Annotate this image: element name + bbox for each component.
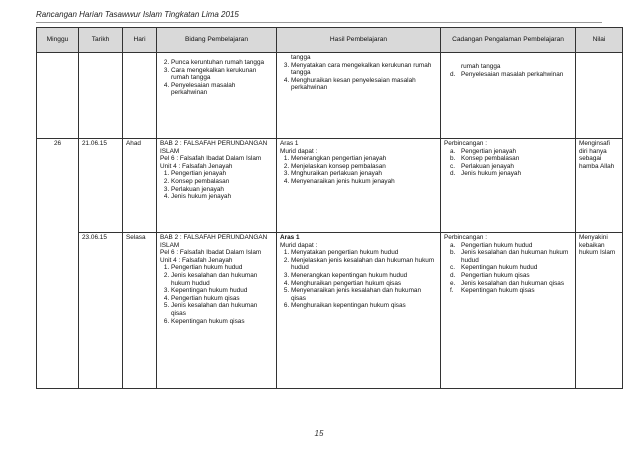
- list-marker: d.: [450, 170, 456, 178]
- list-item: [450, 170, 572, 178]
- col-header-cadangan: Cadangan Pengalaman Pembelajaran: [441, 28, 576, 53]
- col-header-minggu: Minggu: [37, 28, 79, 53]
- bidang-list: [160, 264, 273, 325]
- table-row: [37, 233, 623, 389]
- list-item: 3. Kepentingan hukum hudud: [171, 287, 273, 295]
- list-marker: f.: [450, 287, 454, 295]
- list-item: [450, 155, 572, 163]
- list-item: 1. Pengertian hukum hudud: [171, 264, 273, 272]
- hasil-intro: Murid dapat :: [280, 241, 318, 249]
- list-marker: c.: [450, 264, 455, 272]
- table-header-row: [37, 28, 623, 53]
- list-item-text: Kepentingan hukum qisas: [461, 287, 535, 295]
- cell-hasil: [277, 139, 441, 233]
- list-item: 2. Menjelaskan konsep pembalasan: [291, 163, 437, 171]
- list-item: 4. Menghuraikan kesan penyelesaian masalah perkahwinan: [291, 77, 437, 92]
- hasil-level: Aras 1: [280, 234, 300, 241]
- hasil-intro: Murid dapat :: [280, 147, 318, 155]
- cell-day: Ahad: [123, 139, 157, 233]
- col-header-tarikh: Tarikh: [79, 28, 123, 53]
- cell-hari-empty: [123, 53, 157, 139]
- cell-day: Selasa: [123, 233, 157, 389]
- hasil-list: [280, 249, 437, 310]
- list-marker: a.: [450, 241, 456, 249]
- list-item: 1. Pengertian jenayah: [171, 170, 273, 178]
- list-item: 2. Konsep pembalasan: [171, 178, 273, 186]
- list-item: 4. Menyenaraikan jenis hukum jenayah: [291, 178, 437, 186]
- table-row-continuation: [37, 53, 623, 139]
- list-item-text: Pengertian hukum qisas: [461, 271, 530, 279]
- list-item: 4. Menghuraikan pengertian hukum qisas: [291, 280, 437, 288]
- cell-week-number: 26: [37, 139, 79, 389]
- list-item: [450, 242, 572, 250]
- col-header-bidang: Bidang Pembelajaran: [157, 28, 277, 53]
- cell-bidang-continuation: [157, 53, 277, 139]
- bidang-list: [160, 170, 273, 200]
- hasil-list: [280, 62, 437, 92]
- list-item: 2. Jenis kesalahan dan hukuman hukum hudud: [171, 272, 273, 287]
- list-item: 4. Penyelesaian masalah perkahwinan: [171, 82, 273, 97]
- bidang-unit: Unit 4 : Falsafah Jenayah: [160, 256, 233, 264]
- cadangan-intro: Perbincangan :: [444, 234, 487, 241]
- cell-bidang: [157, 233, 277, 389]
- document-header-title: Rancangan Harian Tasawwur Islam Tingkatan Lima 2015: [36, 10, 239, 19]
- list-marker: d.: [450, 271, 456, 279]
- list-item-text: Kepentingan hukum hudud: [461, 264, 538, 272]
- cell-cadangan-continuation: [441, 53, 576, 139]
- list-item: 5. Menyenaraikan jenis kesalahan dan hukuman qisas: [291, 287, 437, 302]
- bidang-lesson: Pel 6 : Falsafah Ibadat Dalam Islam: [160, 249, 262, 257]
- bidang-unit: Unit 4 : Falsafah Jenayah: [160, 162, 233, 170]
- list-marker: c.: [450, 162, 455, 170]
- list-item: 3. Cara mengekalkan kerukunan rumah tangga: [171, 67, 273, 82]
- col-header-hasil: Hasil Pembelajaran: [277, 28, 441, 53]
- list-item: [450, 272, 572, 280]
- list-marker: a.: [450, 147, 456, 155]
- list-item: 3. Menyatakan cara mengekalkan kerukunan rumah tangga: [291, 62, 437, 77]
- cell-cadangan: [441, 139, 576, 233]
- list-item-text: Pengertian jenayah: [461, 147, 517, 155]
- list-item-text: Perlakuan jenayah: [461, 162, 514, 170]
- cell-hasil: [277, 233, 441, 389]
- list-item: 4. Jenis hukum jenayah: [171, 193, 273, 201]
- list-item: 1. Menerangkan pengertian jenayah: [291, 155, 437, 163]
- list-item: [450, 148, 572, 156]
- list-item: 3. Mnghuraikan perlakuan jenayah: [291, 170, 437, 178]
- list-item: 3. Perlakuan jenayah: [171, 186, 273, 194]
- cell-nilai-empty: [576, 53, 623, 139]
- hasil-level: Aras 1: [280, 140, 299, 147]
- cadangan-list: [444, 148, 572, 178]
- cell-bidang: [157, 139, 277, 233]
- bidang-lesson: Pel 6 : Falsafah Ibadat Dalam Islam: [160, 155, 262, 163]
- bidang-chapter: BAB 2 : FALSAFAH PERUNDANGAN ISLAM: [160, 140, 268, 155]
- table-row: [37, 139, 623, 233]
- list-item: 6. Kepentingan hukum qisas: [171, 318, 273, 326]
- list-item: 2. Menjelaskan jenis kesalahan dan hukuman hukum hudud: [291, 257, 437, 272]
- list-item: 6. Menghuraikan kepentingan hukum qisas: [291, 302, 437, 310]
- list-item: [450, 249, 572, 264]
- lesson-plan-table: [36, 27, 623, 389]
- list-item-text: Jenis hukum jenayah: [461, 170, 522, 178]
- list-item: 5. Jenis kesalahan dan hukuman qisas: [171, 302, 273, 317]
- list-item-text: Jenis kesalahan dan hukuman qisas: [461, 279, 565, 287]
- cell-nilai: Menginsafi diri hanya sebagai hamba Allah: [576, 139, 623, 233]
- header-divider: [36, 22, 602, 23]
- list-marker: b.: [450, 249, 456, 257]
- list-item: 1. Menyatakan pengertian hukum hudud: [291, 249, 437, 257]
- list-item: 4. Pengertian hukum qisas: [171, 295, 273, 303]
- list-item: [450, 71, 572, 79]
- list-item-text: Penyelesaian masalah perkahwinan: [461, 70, 564, 78]
- list-item-text: Konsep pembalasan: [461, 155, 520, 163]
- cell-date: 21.06.15: [79, 139, 123, 233]
- list-item: [450, 280, 572, 288]
- page-number: 15: [314, 429, 324, 438]
- list-marker: d.: [450, 70, 456, 78]
- list-item: [450, 264, 572, 272]
- bidang-chapter: BAB 2 : FALSAFAH PERUNDANGAN ISLAM: [160, 234, 268, 249]
- list-item: 3. Menerangkan kepentingan hukum hudud: [291, 272, 437, 280]
- col-header-nilai: Nilai: [576, 28, 623, 53]
- cadangan-list: [444, 71, 572, 79]
- cell-tarikh-empty: [79, 53, 123, 139]
- hasil-carryover-text: tangga: [291, 54, 311, 61]
- cadangan-carryover-text: rumah tangga: [461, 63, 501, 70]
- bidang-list: [160, 59, 273, 97]
- list-item: [450, 287, 572, 295]
- cell-hasil-continuation: [277, 53, 441, 139]
- cadangan-list: [444, 242, 572, 295]
- cell-date: 23.06.15: [79, 233, 123, 389]
- cadangan-intro: Perbincangan :: [444, 140, 487, 147]
- cell-minggu-empty: [37, 53, 79, 139]
- list-item-text: Pengertian hukum hudud: [461, 241, 533, 249]
- list-item-text: Jenis kesalahan dan hukuman hukum hudud: [461, 249, 569, 264]
- cell-nilai: Menyakini kebaikan hukum Islam: [576, 233, 623, 389]
- list-item: 2. Punca keruntuhan rumah tangga: [171, 59, 273, 67]
- cell-cadangan: [441, 233, 576, 389]
- list-item: [450, 163, 572, 171]
- col-header-hari: Hari: [123, 28, 157, 53]
- hasil-list: [280, 155, 437, 185]
- list-marker: e.: [450, 279, 456, 287]
- list-marker: b.: [450, 155, 456, 163]
